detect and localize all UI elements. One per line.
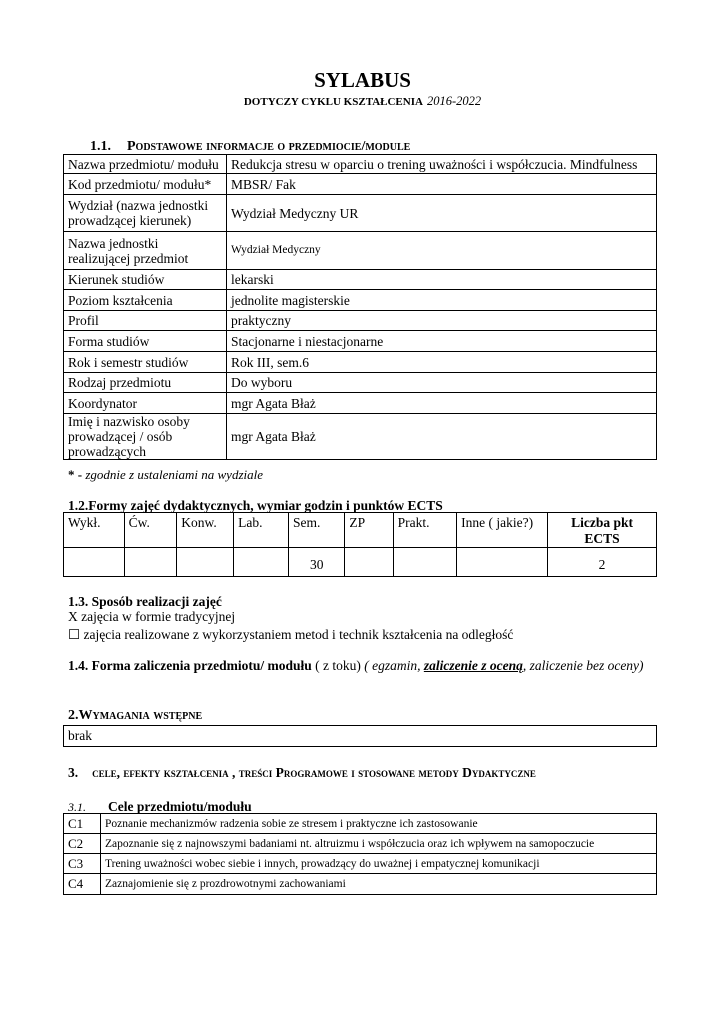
option-traditional — [68, 609, 235, 625]
section-number: 3. — [68, 765, 79, 780]
info-label: Rodzaj przedmiotu — [64, 373, 227, 393]
info-row — [64, 174, 657, 195]
info-value: MBSR/ Fak — [227, 174, 657, 195]
prerequisites-value: brak — [64, 726, 657, 747]
info-value: Wydział Medyczny UR — [227, 195, 657, 232]
info-row — [64, 155, 657, 174]
info-label: Profil — [64, 311, 227, 331]
subtitle-text: DOTYCZY CYKLU KSZTAŁCENIA — [243, 96, 423, 108]
ects-value — [393, 548, 457, 577]
goal-code: C3 — [64, 854, 101, 874]
assessment-note: ( z toku) — [315, 658, 361, 673]
info-value: praktyczny — [227, 311, 657, 331]
section-number: 2. — [68, 708, 79, 723]
info-row — [64, 373, 657, 393]
info-label: Poziom kształcenia — [64, 290, 227, 311]
section-number: 3.1. — [68, 800, 86, 814]
info-value: mgr Agata Błaż — [227, 393, 657, 414]
info-label: Forma studiów — [64, 331, 227, 352]
goal-row — [64, 874, 657, 895]
goal-code: C4 — [64, 874, 101, 895]
ects-value — [345, 548, 393, 577]
assessment-options-open: ( egzamin, — [364, 658, 421, 673]
prerequisites-table — [63, 725, 657, 747]
info-row — [64, 331, 657, 352]
info-value: Wydział Medyczny — [227, 232, 657, 270]
info-row — [64, 270, 657, 290]
info-label: Nazwa jednostki realizującej przedmiot — [64, 232, 227, 270]
goal-text: Trening uważności wobec siebie i innych, prowadzący do uważnej i empatycznej komunikacji — [101, 854, 657, 874]
info-value: jednolite magisterskie — [227, 290, 657, 311]
ects-value — [177, 548, 234, 577]
goal-row — [64, 834, 657, 854]
section-3-heading — [68, 765, 536, 781]
info-row — [64, 393, 657, 414]
info-label: Wydział (nazwa jednostki prowadzącej kierunek) — [64, 195, 227, 232]
ects-table — [63, 512, 657, 577]
section-title: Wymagania wstępne — [78, 708, 203, 723]
section-title: Cele przedmiotu/modułu — [108, 799, 252, 814]
ects-header: ZP — [345, 513, 393, 548]
info-label: Kierunek studiów — [64, 270, 227, 290]
ects-header: Sem. — [289, 513, 345, 548]
info-label: Koordynator — [64, 393, 227, 414]
info-value: Stacjonarne i niestacjonarne — [227, 331, 657, 352]
info-row — [64, 195, 657, 232]
document-title: SYLABUS — [314, 68, 411, 92]
check-x-icon: X — [68, 609, 78, 624]
ects-value — [457, 548, 548, 577]
checkbox-empty-icon: ☐ — [68, 627, 81, 642]
info-row — [64, 352, 657, 373]
info-value: Rok III, sem.6 — [227, 352, 657, 373]
section-title: Podstawowe informacje o przedmiocie/module — [127, 139, 411, 154]
section-title: 1.4. Forma zaliczenia przedmiotu/ modułu — [68, 658, 312, 673]
ects-header: Konw. — [177, 513, 234, 548]
info-label: Kod przedmiotu/ modułu* — [64, 174, 227, 195]
ects-header: Wykł. — [64, 513, 125, 548]
goal-text: Zapoznanie się z najnowszymi badaniami nt. altruizmu i współczucia oraz ich wpływem na samopoczucie — [101, 834, 657, 854]
ects-header: Lab. — [234, 513, 289, 548]
course-goals-table — [63, 813, 657, 895]
ects-header: Ćw. — [124, 513, 177, 548]
option-label: zajęcia realizowane z wykorzystaniem metod i technik kształcenia na odległość — [83, 627, 514, 642]
info-value: mgr Agata Błaż — [227, 414, 657, 460]
goal-code: C2 — [64, 834, 101, 854]
info-label: Rok i semestr studiów — [64, 352, 227, 373]
section-1-4-heading — [68, 658, 644, 674]
assessment-selected: zaliczenie z oceną — [423, 658, 523, 673]
info-value: lekarski — [227, 270, 657, 290]
ects-value — [124, 548, 177, 577]
ects-value — [234, 548, 289, 577]
footnote — [68, 467, 263, 483]
ects-header: Inne ( jakie?) — [457, 513, 548, 548]
section-2-heading — [68, 708, 202, 724]
footnote-star: * - — [68, 467, 83, 482]
ects-header: Liczba pkt ECTS — [548, 513, 657, 548]
info-value: Redukcja stresu w oparciu o trening uważności i współczucia. Mindfulness — [227, 155, 657, 174]
goal-text: Poznanie mechanizmów radzenia sobie ze stresem i praktyczne ich zastosowanie — [101, 814, 657, 834]
ects-header: Prakt. — [393, 513, 457, 548]
option-label: zajęcia w formie tradycyjnej — [81, 609, 236, 624]
section-1-2-heading: 1.2.Formy zajęć dydaktycznych, wymiar godzin i punktów ECTS — [68, 498, 443, 513]
section-1-3-heading: 1.3. Sposób realizacji zajęć — [68, 594, 222, 609]
info-row — [64, 290, 657, 311]
footnote-text: zgodnie z ustaleniami na wydziale — [85, 467, 264, 482]
info-label: Imię i nazwisko osoby prowadzącej / osób prowadzących — [64, 414, 227, 460]
goal-code: C1 — [64, 814, 101, 834]
ects-value: 2 — [548, 548, 657, 577]
info-row — [64, 232, 657, 270]
document-subtitle — [0, 94, 725, 109]
info-row — [64, 311, 657, 331]
info-value: Do wyboru — [227, 373, 657, 393]
ects-value — [64, 548, 125, 577]
goal-text: Zaznajomienie się z prozdrowotnymi zachowaniami — [101, 874, 657, 895]
section-number: 1.1. — [90, 139, 111, 154]
basic-info-table — [63, 154, 657, 460]
cycle-years: 2016-2022 — [426, 94, 482, 108]
section-1-1-heading — [90, 139, 410, 155]
goal-row — [64, 814, 657, 834]
option-remote — [68, 627, 513, 643]
info-label: Nazwa przedmiotu/ modułu — [64, 155, 227, 174]
info-row — [64, 414, 657, 460]
goal-row — [64, 854, 657, 874]
section-title: cele, efekty kształcenia , treści Programowe i stosowane metody Dydaktyczne — [92, 765, 536, 780]
assessment-options-rest: , zaliczenie bez oceny) — [522, 658, 644, 673]
ects-value: 30 — [289, 548, 345, 577]
